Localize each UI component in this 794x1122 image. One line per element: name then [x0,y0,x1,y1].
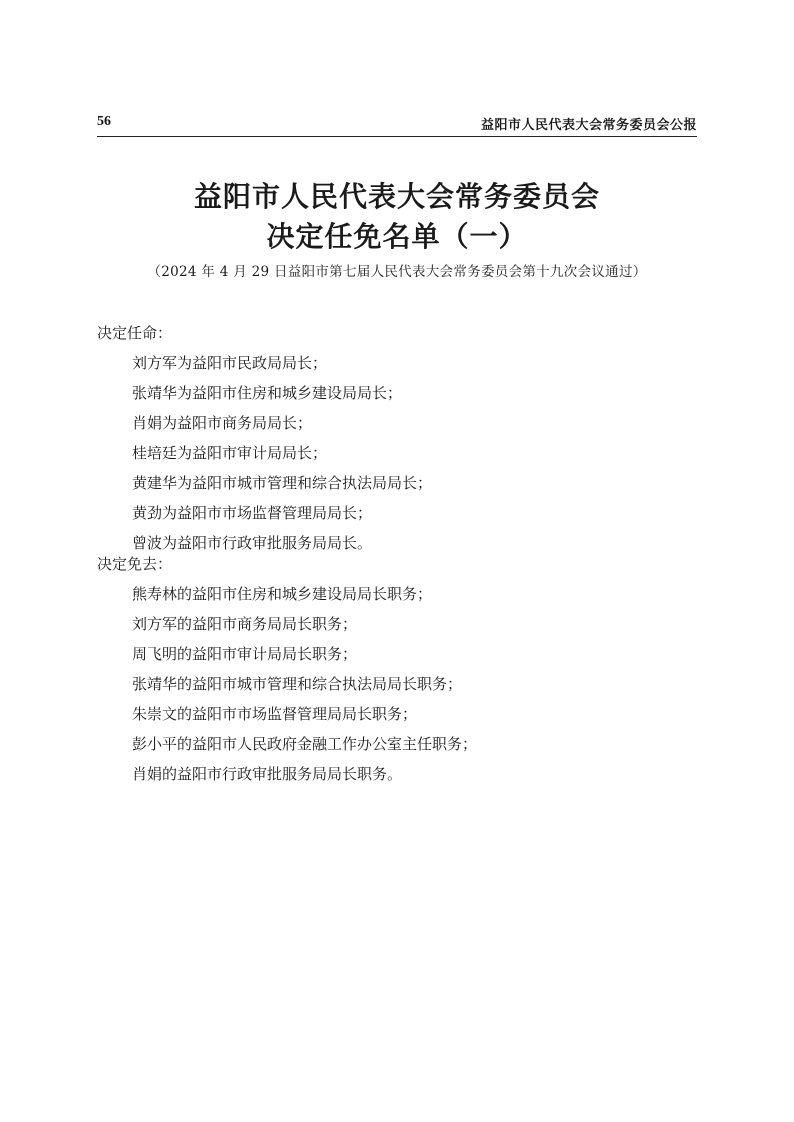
appointments-list [97,348,707,558]
dismissals-section [97,549,707,789]
dismissal-item: 周飞明的益阳市审计局局长职务； [132,645,358,663]
dismissal-item: 肖娟的益阳市行政审批服务局局长职务。 [132,765,403,783]
title-line-2: 决定任免名单（一） [266,220,528,253]
dismissal-item: 刘方军的益阳市商务局局长职务； [132,615,358,633]
running-head: 益阳市人民代表大会常务委员会公报 [480,118,697,133]
appointment-item: 黄劲为益阳市市场监督管理局局长； [132,504,373,522]
appointments-heading: 决定任命： [97,324,173,342]
title-line-1: 益阳市人民代表大会常务委员会 [193,180,600,213]
appointment-item: 张靖华为益阳市住房和城乡建设局局长； [132,384,403,402]
dismissal-item: 朱崇文的益阳市市场监督管理局局长职务； [132,705,418,723]
appointment-item: 肖娟为益阳市商务局局长； [132,414,313,432]
dismissal-item: 熊寿林的益阳市住房和城乡建设局局长职务； [132,585,433,603]
session-note: （2024 年 4 月 29 日益阳市第七届人民代表大会常务委员会第十九次会议通过） [147,264,647,280]
header-rule [97,136,697,137]
appointment-item: 桂培廷为益阳市审计局局长； [132,444,328,462]
appointments-section [97,318,707,558]
appointment-item: 黄建华为益阳市城市管理和综合执法局局长； [132,474,433,492]
dismissals-list [97,579,707,789]
dismissal-item: 张靖华的益阳市城市管理和综合执法局局长职务； [132,675,463,693]
page-number: 56 [97,114,111,129]
dismissals-heading: 决定免去： [97,555,173,573]
dismissal-item: 彭小平的益阳市人民政府金融工作办公室主任职务； [132,735,478,753]
appointment-item: 曾波为益阳市行政审批服务局局长。 [132,534,373,552]
appointment-item: 刘方军为益阳市民政局局长； [132,354,328,372]
document-title [0,176,794,258]
